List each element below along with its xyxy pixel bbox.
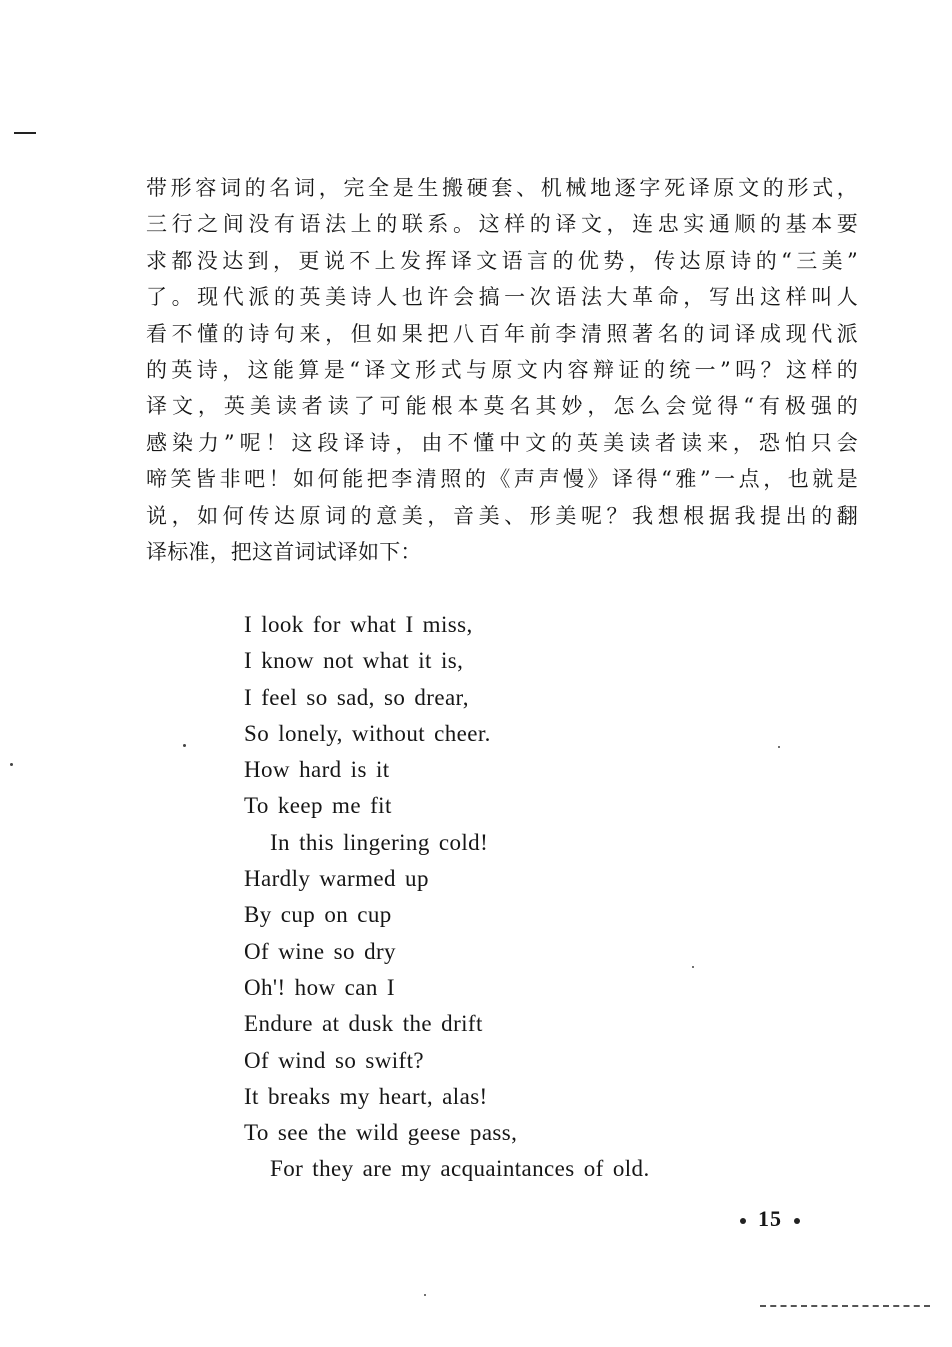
poem-verse: Of wine so dry — [244, 938, 396, 964]
bullet-icon — [794, 1218, 800, 1224]
poem-verse: Oh'! how can I — [244, 974, 395, 1000]
prose-line: 带形容词的名词，完全是生搬硬套、机械地逐字死译原文的形式， — [146, 176, 858, 200]
poem-verse: Hardly warmed up — [244, 866, 429, 892]
page-number-value: 15 — [758, 1206, 782, 1231]
prose-line: 三行之间没有语法上的联系。这样的译文，连忠实通顺的基本要 — [146, 212, 858, 237]
poem-verse: In this lingering cold! — [270, 829, 489, 855]
bullet-icon — [740, 1218, 746, 1224]
poem-verse: By cup on cup — [244, 902, 392, 928]
poem-verse: I look for what I miss, — [244, 612, 473, 637]
scan-speck — [183, 744, 186, 747]
prose-line: 译文，英美读者读了可能根本莫名其妙，怎么会觉得“有极强的 — [146, 394, 858, 419]
poem-verse: It breaks my heart, alas! — [244, 1083, 488, 1109]
prose-line: 啼笑皆非吧！如何能把李清照的《声声慢》译得“雅”一点，也就是 — [146, 467, 858, 492]
prose-line: 了。现代派的英美诗人也许会搞一次语法大革命，写出这样叫人 — [146, 285, 858, 310]
poem-verse: To see the wild geese pass, — [244, 1120, 518, 1146]
prose-line: 译标准，把这首词试译如下： — [146, 540, 422, 565]
margin-mark — [14, 132, 36, 134]
poem-verse: Endure at dusk the drift — [244, 1011, 483, 1037]
scan-speck — [778, 746, 780, 748]
scan-speck — [10, 763, 13, 766]
poem-verse: Of wind so swift? — [244, 1047, 424, 1073]
poem-verse: To keep me fit — [244, 793, 392, 819]
footer-rule — [760, 1305, 930, 1307]
poem-verse: For they are my acquaintances of old. — [270, 1156, 650, 1182]
poem-verse: I know not what it is, — [244, 648, 464, 674]
poem-verse: So lonely, without cheer. — [244, 720, 491, 746]
prose-line: 的英诗，这能算是“译文形式与原文内容辩证的统一”吗？这样的 — [146, 358, 858, 383]
poem-verse: I feel so sad, so drear, — [244, 684, 469, 710]
prose-line: 感染力”呢！这段译诗，由不懂中文的英美读者读来，恐怕只会 — [146, 430, 858, 455]
prose-paragraph — [146, 170, 858, 570]
poem-verse: How hard is it — [244, 757, 390, 783]
scan-speck — [692, 966, 694, 968]
scan-speck — [424, 1294, 426, 1296]
page-number — [728, 1206, 812, 1232]
poem-translation — [244, 607, 650, 1188]
prose-line: 求都没达到，更说不上发挥译文语言的优势，传达原诗的“三美” — [146, 248, 858, 273]
prose-line: 看不懂的诗句来，但如果把八百年前李清照著名的词译成现代派 — [146, 321, 858, 346]
prose-line: 说，如何传达原词的意美，音美、形美呢？我想根据我提出的翻 — [146, 503, 858, 528]
